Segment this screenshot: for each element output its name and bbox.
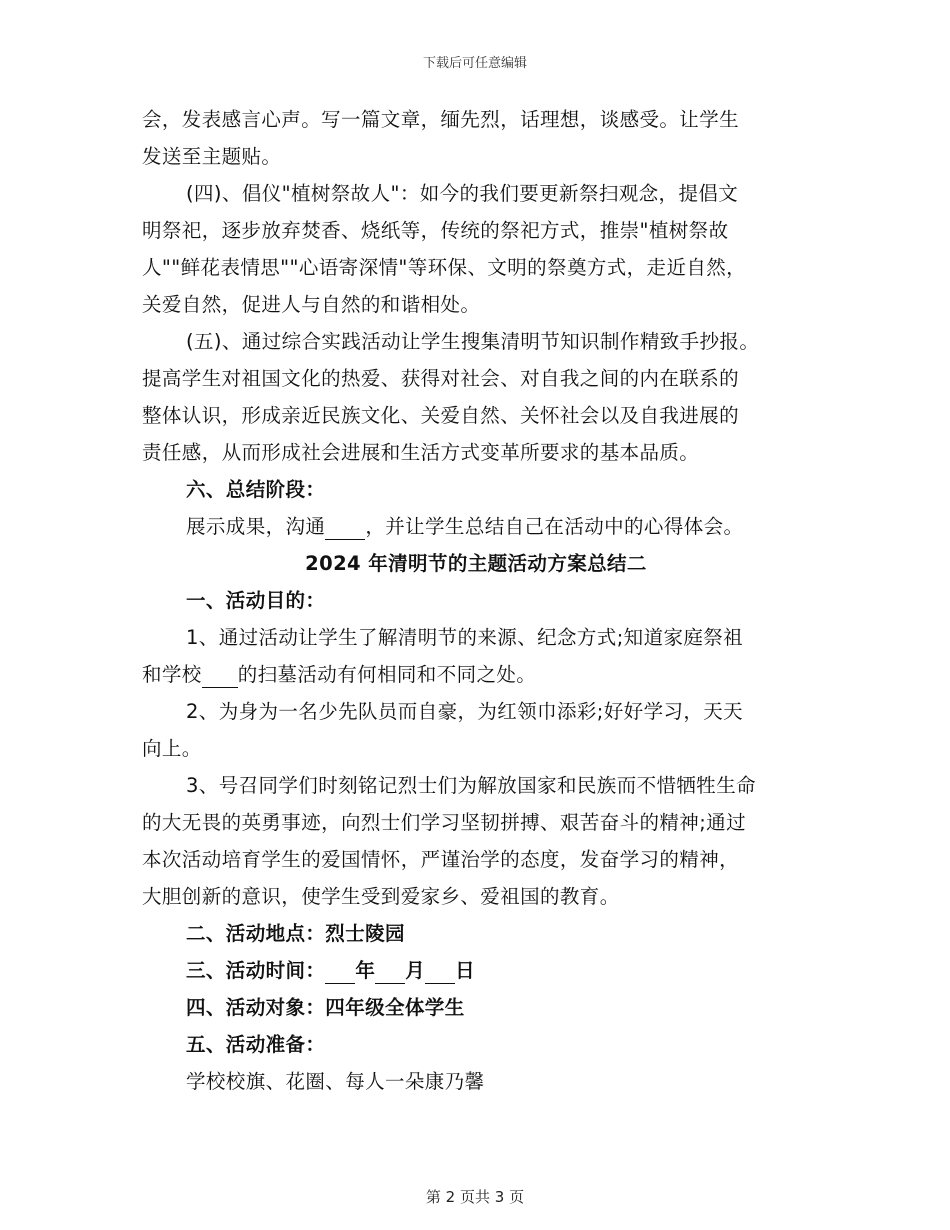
paragraph-line: 会，发表感言心声。写一篇文章，缅先烈，话理想，谈感受。让学生 (142, 108, 740, 131)
paragraph-line: 人""鲜花表情思""心语寄深情"等环保、文明的祭奠方式，走近自然， (142, 256, 747, 279)
paragraph-line: 提高学生对祖国文化的热爱、获得对社会、对自我之间的内在联系的 (142, 367, 740, 390)
section-heading: 六、总结阶段： (186, 478, 326, 501)
text-segment: ，并让学生总结自己在活动中的心得体会。 (365, 515, 744, 538)
paragraph-line: 本次活动培育学生的爱国情怀，严谨治学的态度，发奋学习的精神， (142, 848, 740, 871)
text-segment: 年 (355, 959, 376, 982)
text-segment: 月 (405, 959, 426, 982)
section-heading: 二、活动地点：烈士陵园 (186, 922, 405, 945)
section-heading: 一、活动目的： (186, 589, 326, 612)
paragraph-line (186, 515, 743, 540)
fill-blank (375, 959, 405, 984)
paragraph-line: 大胆创新的意识，使学生受到爱家乡、爱祖国的教育。 (142, 885, 620, 908)
paragraph-line: 1、通过活动让学生了解清明节的来源、纪念方式;知道家庭祭祖 (186, 626, 744, 649)
paragraph-line: 整体认识，形成亲近民族文化、关爱自然、关怀社会以及自我进展的 (142, 404, 740, 427)
text-segment: 三、活动时间： (186, 959, 326, 982)
page-header: 下载后可任意编辑 (422, 56, 527, 71)
paragraph-line: 明祭祀，逐步放弃焚香、烧纸等，传统的祭祀方式，推崇"植树祭故 (142, 219, 729, 242)
text-segment: 日 (455, 959, 476, 982)
text-segment: 的扫墓活动有何相同和不同之处。 (237, 663, 537, 686)
paragraph-line: 的大无畏的英勇事迹，向烈士们学习坚韧拼搏、艰苦奋斗的精神;通过 (142, 811, 746, 834)
text-segment: 和学校 (142, 663, 202, 686)
fill-blank (325, 515, 365, 540)
section-heading: 五、活动准备： (186, 1033, 326, 1056)
paragraph-line: 向上。 (142, 737, 202, 760)
paragraph-line: 发送至主题贴。 (142, 145, 282, 168)
section-heading: 四、活动对象：四年级全体学生 (186, 996, 465, 1019)
fill-blank (325, 959, 355, 984)
paragraph-line: 3、号召同学们时刻铭记烈士们为解放国家和民族而不惜牺牲生命 (186, 774, 757, 797)
paragraph-line (142, 663, 536, 688)
paragraph-line: 责任感，从而形成社会进展和生活方式变革所要求的基本品质。 (142, 441, 700, 464)
paragraph-line: 2、为身为一名少先队员而自豪，为红领巾添彩;好好学习，天天 (186, 700, 744, 723)
paragraph-line: 关爱自然，促进人与自然的和谐相处。 (142, 293, 481, 316)
section-title: 2024 年清明节的主题活动方案总结二 (305, 552, 647, 575)
text-segment: 展示成果，沟通 (186, 515, 326, 538)
paragraph-line: (四)、倡仪"植树祭故人"：如今的我们要更新祭扫观念，提倡文 (186, 182, 739, 205)
page-footer: 第 2 页共 3 页 (425, 1188, 525, 1206)
paragraph-line: (五)、通过综合实践活动让学生搜集清明节知识制作精致手抄报。 (186, 330, 760, 353)
section-heading (186, 959, 475, 984)
paragraph-line: 学校校旗、花圈、每人一朵康乃馨 (186, 1070, 485, 1093)
fill-blank (202, 663, 238, 688)
fill-blank (425, 959, 455, 984)
